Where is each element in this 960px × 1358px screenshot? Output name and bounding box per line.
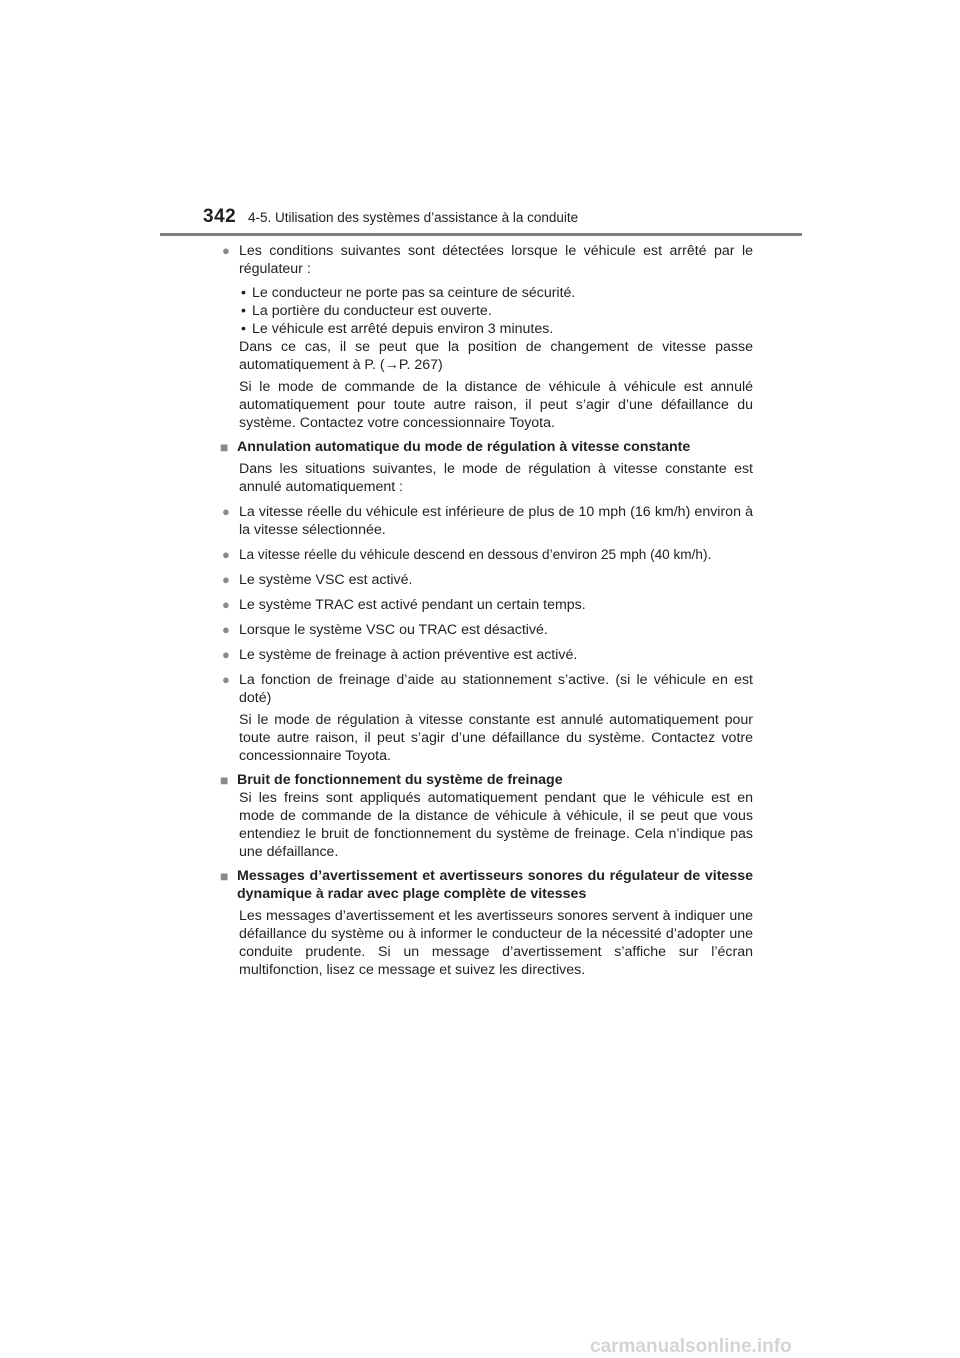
section-heading-text: Messages d’avertissement et avertisseurs sonores du régulateur de vitesse dynamique à radar avec plage complète de vitesses — [237, 868, 753, 902]
page-content — [222, 242, 753, 979]
sub-bullet-icon: • — [241, 285, 246, 301]
section-heading — [222, 867, 753, 903]
sub-bullet-icon: • — [241, 321, 246, 337]
bullet-item — [222, 546, 753, 564]
square-icon: ■ — [220, 868, 229, 884]
sub-item — [222, 320, 753, 338]
sub-item-text: La portière du conducteur est ouverte. — [252, 303, 492, 319]
bullet-icon: ● — [222, 672, 230, 687]
bullet-icon: ● — [222, 572, 230, 587]
bullet-text: La vitesse réelle du véhicule est inférieure de plus de 10 mph (16 km/h) environ à la vitesse sélectionnée. — [239, 504, 753, 538]
bullet-item — [222, 503, 753, 539]
bullet-item — [222, 671, 753, 707]
bullet-text: Lorsque le système VSC ou TRAC est désactivé. — [239, 622, 548, 638]
bullet-item — [222, 646, 753, 664]
page-number: 342 — [203, 206, 237, 227]
sub-item-text: Le conducteur ne porte pas sa ceinture de sécurité. — [252, 285, 576, 301]
bullet-text: Le système TRAC est activé pendant un certain temps. — [239, 597, 586, 613]
paragraph: Si le mode de commande de la distance de véhicule à véhicule est annulé automatiquement pour toute autre raison, il peut s’agir d’une défaillance du système. Contactez votre concessionnaire Toyota. — [239, 379, 753, 431]
bullet-item — [222, 596, 753, 614]
sub-bullet-icon: • — [241, 303, 246, 319]
bullet-item — [222, 242, 753, 278]
paragraph: Dans les situations suivantes, le mode de régulation à vitesse constante est annulé automatiquement : — [239, 461, 753, 495]
bullet-icon: ● — [222, 504, 230, 519]
bullet-icon: ● — [222, 597, 230, 612]
bullet-text: Les conditions suivantes sont détectées lorsque le véhicule est arrêté par le régulateur : — [239, 243, 753, 277]
bullet-icon: ● — [222, 622, 230, 637]
header-rule — [160, 233, 802, 236]
bullet-icon: ● — [222, 547, 230, 562]
bullet-item — [222, 571, 753, 589]
bullet-text: Le système VSC est activé. — [239, 572, 413, 588]
bullet-item — [222, 621, 753, 639]
section-heading — [222, 438, 753, 456]
paragraph: Si les freins sont appliqués automatiquement pendant que le véhicule est en mode de commande de la distance de véhicule à véhicule, il se peut que vous entendiez le bruit de fonctionnement du système de freinage. Cela n’indique pas une défaillance. — [239, 790, 753, 860]
sub-item — [222, 302, 753, 320]
watermark: carmanualsonline.info — [590, 1336, 792, 1357]
bullet-text: La vitesse réelle du véhicule descend en dessous d’environ 25 mph (40 km/h). — [239, 547, 712, 562]
bullet-text: La fonction de freinage d’aide au stationnement s’active. (si le véhicule en est doté) — [239, 672, 753, 706]
section-heading — [222, 771, 753, 789]
bullet-icon: ● — [222, 647, 230, 662]
section-title: 4-5. Utilisation des systèmes d’assistance à la conduite — [248, 210, 579, 225]
bullet-icon: ● — [222, 243, 230, 258]
square-icon: ■ — [220, 772, 229, 788]
section-heading-text: Bruit de fonctionnement du système de freinage — [237, 772, 563, 788]
square-icon: ■ — [220, 439, 229, 455]
paragraph: Si le mode de régulation à vitesse constante est annulé automatiquement pour toute autre raison, il peut s’agir d’une défaillance du système. Contactez votre concessionnaire Toyota. — [239, 712, 753, 764]
sub-item — [222, 284, 753, 302]
section-heading-text: Annulation automatique du mode de régulation à vitesse constante — [237, 439, 691, 455]
sub-item-text: Le véhicule est arrêté depuis environ 3 minutes. — [252, 321, 554, 337]
paragraph: Les messages d’avertissement et les avertisseurs sonores servent à indiquer une défaillance du système ou à informer le conducteur de la nécessité d’adopter une conduite prudente. Si un message d’avertissement s’affiche sur l’écran multifonction, lisez ce message et suivez les directives. — [239, 908, 753, 978]
bullet-note: Dans ce cas, il se peut que la position de changement de vitesse passe automatiquement à P. (→P. 267) — [239, 339, 753, 373]
bullet-text: Le système de freinage à action préventive est activé. — [239, 647, 578, 663]
